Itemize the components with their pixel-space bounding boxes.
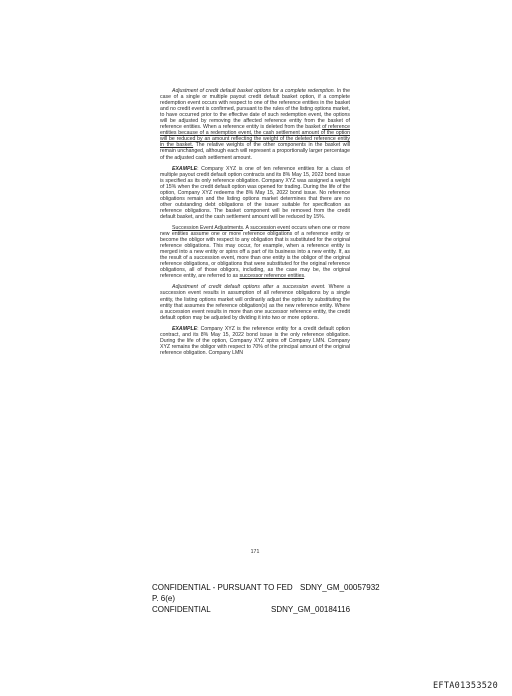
document-body	[160, 88, 350, 361]
paragraph-succession-events	[160, 225, 350, 279]
footer-bates-number-2: SDNY_GM_00184116	[271, 605, 351, 614]
paragraph-text: : Company XYZ is the reference entity for a credit default option contract, and its 8% May 15, 2022 bond issue is the only reference obligation. During the life of the option, Company XYZ spins off Company LMN. Company XYZ remains the obligor with respect to 70% of the principal amount of the original reference obligation. Company LMN	[160, 325, 350, 356]
paragraph-text: In the case of a single or multiple payout credit default basket option, if a complete redemption event occurs with respect to one of the reference entities in the basket and no credit event is confirmed, pursuant to the rules of the listing options market, to have occurred prior to the effective date of such redemption event, the options will be adjusted by removing the affected reference entity from the basket of reference entities. When a reference entity is deleted from the basket	[160, 88, 350, 131]
footer-confidential-notice: CONFIDENTIAL - PURSUANT TO FED	[152, 583, 293, 592]
paragraph-text: : Company XYZ is one of ten reference entities for a class of multiple payout credit default option contracts and its 8% May 15, 2022 bond issue is specified as its only reference obligation. Company XYZ was assigned a weight of 15% when the credit default option was opened for trading. During the life of the option, Company XYZ redeems the 8% May 15, 2022 bond issue. No reference obligations remain and the listing options market determines that there are no other outstanding debt obligations of the issuer suitable for specification as reference obligations. The basket component will be removed from the credit default basket, and the cash settlement amount will be reduced by 15%.	[160, 165, 350, 220]
efta-stamp: EFTA01353520	[433, 681, 499, 691]
footer-bates-number: SDNY_GM_00057932	[300, 583, 380, 592]
underlined-text: of reference entities because of a redemption event, the cash settlement amount of the option will be reduced by an amount reflecting the weight of the deleted reference entity in the basket.	[160, 124, 350, 149]
paragraph-text: .	[304, 273, 306, 280]
defined-term: successor reference entities	[239, 273, 305, 280]
paragraph-text: . A	[242, 224, 251, 231]
paragraph-heading: Adjustment of credit default basket options for a complete redemption.	[172, 88, 336, 94]
paragraph-succession-adjustment	[160, 284, 350, 320]
paragraph-text: The relative weights of the other components in the basket will remain unchanged, although each will represent a proportionally larger percentage of the adjusted cash settlement amount.	[160, 142, 351, 161]
paragraph-basket-adjustment	[160, 88, 350, 161]
section-heading: Succession Event Adjustments	[172, 224, 243, 231]
paragraph-text: Where a succession event results in assumption of all reference obligations by a single entity, the listing options market will ordinarily adjust the option by substituting the entity that assumes the reference obligation(s) as the new reference entity. Where a succession event results in more than one successor reference entity, the credit default option may be adjusted by dividing it into two or more options.	[160, 284, 350, 321]
example-label: EXAMPLE	[172, 325, 198, 332]
example-label: EXAMPLE	[172, 165, 198, 172]
paragraph-heading: Adjustment of credit default options after a succession event.	[172, 284, 326, 291]
footer-rule-reference: P. 6(e)	[152, 594, 175, 603]
paragraph-text: occurs when one or more new entities assume one or more reference obligations of a reference entity or become the obligor with respect to any obligation that is substituted for the original reference obligations. This may occur, for example, when a reference entity is merged into a new entity or spins off a part of its business into a new entity. If, as the result of a succession event, more than one entity is the obligor of the original reference obligations, or obligations that were substituted for the original reference obligations, all of those obligors, including, as the case may be, the original reference entity, are referred to as	[160, 224, 351, 280]
defined-term: succession event	[250, 224, 290, 231]
footer-confidential-label: CONFIDENTIAL	[152, 605, 211, 614]
paragraph-example-2	[160, 326, 350, 356]
paragraph-example-1	[160, 166, 350, 220]
page-number: 171	[250, 549, 260, 555]
